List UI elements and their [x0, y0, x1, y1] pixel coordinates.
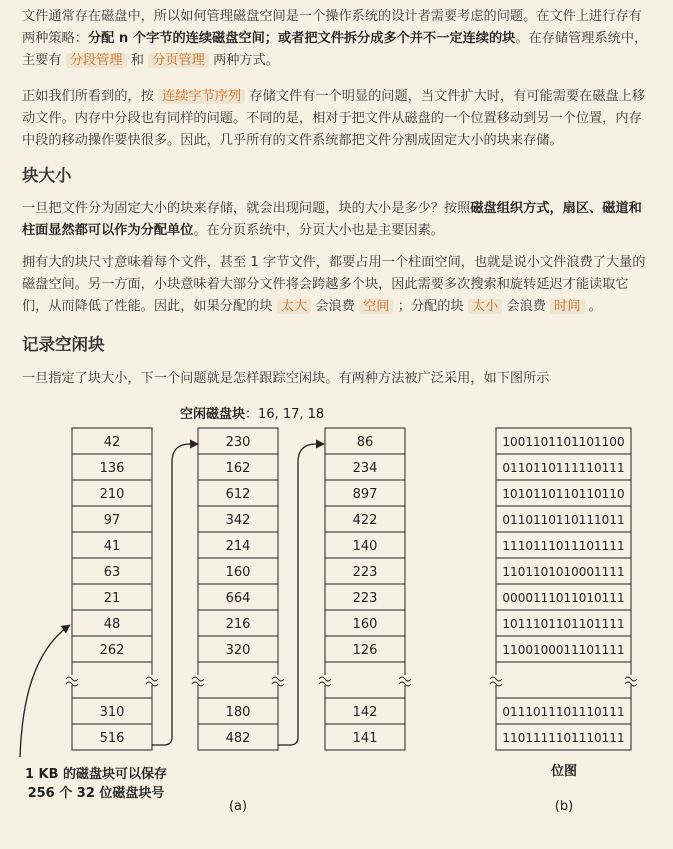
block-cell: 0111011101110111 — [502, 705, 625, 719]
block-cell: 1110111011101111 — [502, 539, 625, 553]
block-cell: 140 — [352, 539, 378, 554]
column-border — [198, 428, 278, 750]
block-cell: 97 — [103, 513, 121, 528]
free-blocks-paragraph: 一旦指定了块大小，下一个问题就是怎样跟踪空闲块。有两种方法被广泛采用，如下图所示 — [22, 371, 550, 386]
block-cell: 63 — [103, 565, 121, 580]
text-span: 两种方式。 — [213, 53, 279, 68]
section-title-block-size: 块大小 — [22, 166, 72, 185]
block-cell: 214 — [225, 539, 251, 554]
caption-a-line-2: 256 个 32 位磁盘块号 — [27, 786, 165, 801]
figure-label-a: (a) — [228, 799, 248, 814]
block-cell: 223 — [352, 591, 378, 606]
bold-span: 磁盘组织方式，扇区、磁道和柱面显然都可以作为分配单位 — [22, 201, 642, 238]
block-cell: 160 — [225, 565, 251, 580]
block-cell: 223 — [352, 565, 378, 580]
block-cell: 1010110110110110 — [502, 487, 625, 501]
caption-a-line-1: 1 KB 的磁盘块可以保存 — [24, 767, 168, 782]
text-span: 一旦把文件分为固定大小的块来存储，就会出现问题，块的大小是多少？按照 — [22, 201, 471, 216]
block-cell: 230 — [225, 435, 251, 450]
free-blocks-label — [180, 406, 324, 422]
block-cell: 1101111101110111 — [502, 731, 625, 745]
section-title-free-blocks: 记录空闲块 — [22, 335, 105, 354]
block-cell: 141 — [352, 731, 378, 746]
block-cell: 42 — [103, 435, 121, 450]
block-cell: 234 — [352, 461, 378, 476]
block-cell: 1011101101101111 — [502, 617, 625, 631]
block-cell: 0110110111110111 — [502, 461, 625, 475]
text-span: ；分配的块 — [397, 299, 464, 314]
text-span: 文件通常存在磁盘中，所以如何管理磁盘空间是一个操作系统的设计者需要考虑的问题。在文件上进行存有两种策略： — [22, 9, 642, 46]
block-cell: 162 — [225, 461, 251, 476]
block-column-3 — [319, 428, 411, 750]
block-cell: 1100100011101111 — [502, 643, 625, 657]
block-cell: 216 — [225, 617, 251, 632]
block-cell: 160 — [352, 617, 378, 632]
block-cell: 1001101101101100 — [502, 435, 625, 449]
bitmap-label: 位图 — [550, 764, 578, 779]
block-cell: 48 — [103, 617, 121, 632]
text-span: 会浪费 — [506, 299, 546, 314]
block-cell: 342 — [225, 513, 251, 528]
block-cell: 21 — [103, 591, 121, 606]
highlight-contiguous-bytes: 连续字节序列 — [158, 89, 245, 104]
highlight-time: 时间 — [550, 299, 584, 314]
block-column-4 — [490, 428, 637, 750]
bold-span: 分配 n 个字节的连续磁盘空间；或者把文件拆分成多个并不一定连续的块 — [87, 31, 516, 46]
block-cell: 210 — [99, 487, 125, 502]
text-span: 正如我们所看到的，按 — [22, 89, 154, 104]
block-cell: 1101101010001111 — [502, 565, 625, 579]
highlight-space: 空间 — [359, 299, 393, 314]
text-span: 拥有大的块尺寸意味着每个文件，甚至 1 字节文件，都要占用一个柱面空间，也就是说小文件浪费了大量的磁盘空间。另一方面，小块意味着大部分文件将会跨越多个块，因此需要多次搜索和旋转延迟才能读取它们，从而降低了性能。因此，如果分配的块 — [22, 255, 646, 314]
free-blocks-label-bold: 空闲磁盘块 — [180, 407, 246, 422]
block-cell: 126 — [352, 643, 378, 658]
block-cell: 0000111011010111 — [502, 591, 625, 605]
block-cell: 180 — [225, 705, 251, 720]
block-cell: 310 — [99, 705, 125, 720]
block-cell: 422 — [352, 513, 378, 528]
block-cell: 262 — [99, 643, 125, 658]
highlight-page-management: 分页管理 — [148, 53, 209, 68]
column-border — [496, 428, 631, 750]
block-column-1 — [66, 428, 158, 750]
text-span: 会浪费 — [315, 299, 355, 314]
block-cell: 136 — [99, 461, 125, 476]
block-column-2 — [192, 428, 284, 750]
block-cell: 482 — [225, 731, 251, 746]
block-cell: 320 — [225, 643, 251, 658]
text-span: 和 — [130, 53, 144, 68]
block-cell: 86 — [356, 435, 374, 450]
highlight-too-big: 太大 — [277, 299, 311, 314]
link-arrow-2 — [278, 444, 324, 745]
block-cell: 897 — [352, 487, 378, 502]
block-cell: 142 — [352, 705, 378, 720]
block-cell: 664 — [225, 591, 251, 606]
text-span: 。在存储管理系统中，主要有 — [22, 31, 648, 68]
column-border — [325, 428, 405, 750]
block-cell: 0110110110111011 — [502, 513, 625, 527]
block-cell: 612 — [225, 487, 251, 502]
text-span: 。 — [588, 299, 602, 314]
free-blocks-label-rest: ：16, 17, 18 — [245, 407, 325, 422]
figure-label-b: (b) — [554, 799, 574, 814]
highlight-too-small: 太小 — [468, 299, 502, 314]
text-span: 存储文件有一个明显的问题，当文件扩大时，有可能需要在磁盘上移动文件。内存中分段也有同样的问题。不同的是，相对于把文件从磁盘的一个位置移动到另一个位置，内存中段的移动操作要快很多。因此，几乎所有的文件系统都把文件分割成固定大小的块来存储。 — [22, 89, 646, 148]
column-border — [72, 428, 152, 750]
text-span: 。在分页系统中，分页大小也是主要因素。 — [193, 223, 444, 238]
pointer-arrow — [20, 625, 70, 757]
block-cell: 516 — [99, 731, 125, 746]
block-cell: 41 — [103, 539, 121, 554]
link-arrow-1 — [152, 444, 198, 745]
highlight-segment-management: 分段管理 — [66, 53, 127, 68]
